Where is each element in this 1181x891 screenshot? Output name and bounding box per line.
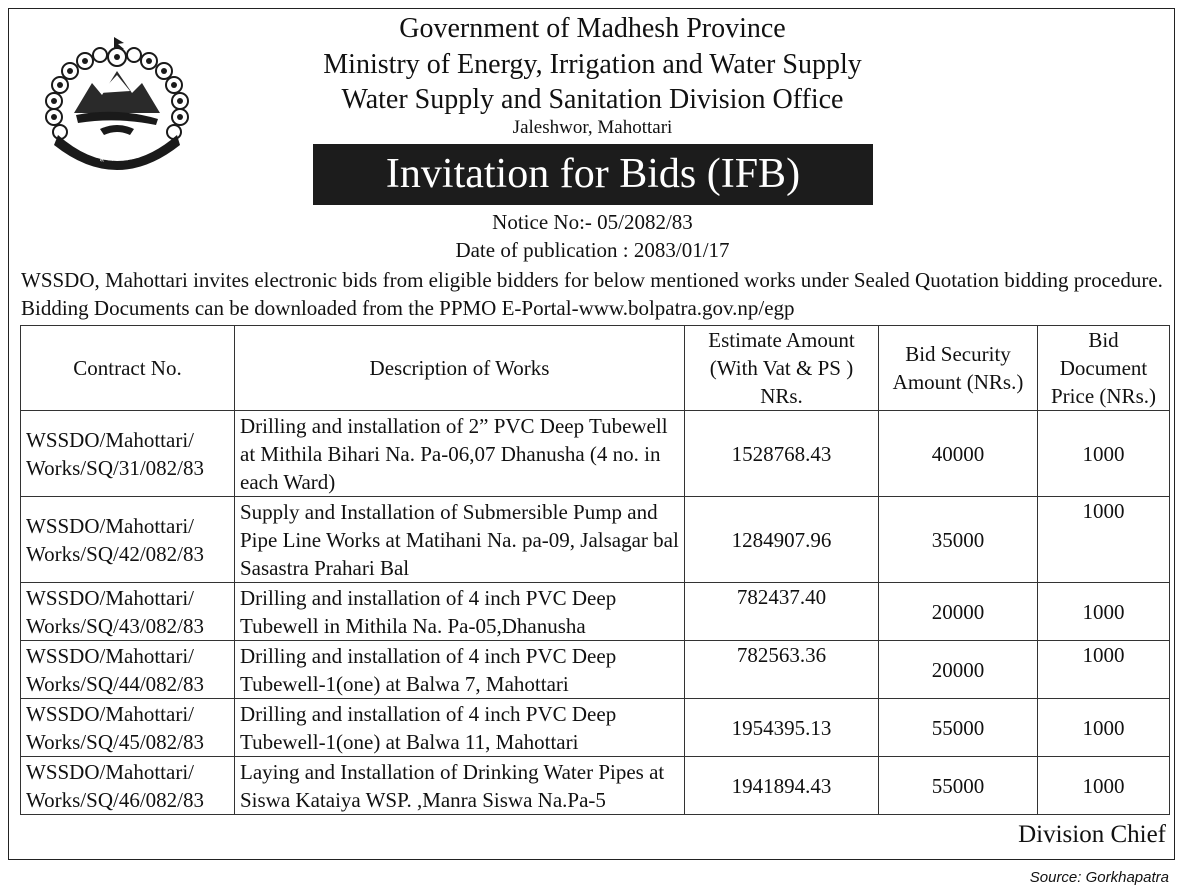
nepal-national-emblem-icon (40, 35, 195, 180)
header-bid-security: Bid Security Amount (NRs.) (879, 326, 1038, 411)
office-title: Water Supply and Sanitation Division Office (341, 84, 844, 115)
bid-document-price: 1000 (1038, 411, 1170, 497)
work-description: Supply and Installation of Submersible Pump and Pipe Line Works at Matihani Na. pa-09, Jalsagar bal Sasastra Prahari Bal (235, 497, 685, 583)
header-document-price: Bid Document Price (NRs.) (1038, 326, 1170, 411)
table-row (21, 411, 1170, 497)
table-row (21, 583, 1170, 641)
bid-security-amount: 35000 (879, 497, 1038, 583)
emblem-motto: जननी जन्मभूमिश्च स्वर्गादपि गरीयसी (67, 136, 168, 164)
contract-no: WSSDO/Mahottari/ Works/SQ/46/082/83 (21, 757, 235, 815)
estimate-amount: 782437.40 (685, 583, 879, 641)
bid-document-price: 1000 (1038, 757, 1170, 815)
contract-no: WSSDO/Mahottari/ Works/SQ/31/082/83 (21, 411, 235, 497)
table-row (21, 641, 1170, 699)
work-description: Drilling and installation of 4 inch PVC Deep Tubewell in Mithila Na. Pa-05,Dhanusha (235, 583, 685, 641)
office-location: Jaleshwor, Mahottari (512, 117, 673, 138)
bid-security-amount: 40000 (879, 411, 1038, 497)
bid-document-price: 1000 (1038, 641, 1170, 699)
estimate-amount: 1528768.43 (685, 411, 879, 497)
work-description: Drilling and installation of 4 inch PVC Deep Tubewell-1(one) at Balwa 11, Mahottari (235, 699, 685, 757)
work-description: Laying and Installation of Drinking Water Pipes at Siswa Kataiya WSP. ,Manra Siswa Na.Pa-5 (235, 757, 685, 815)
signature-division-chief: Division Chief (1018, 821, 1166, 848)
table-row (21, 699, 1170, 757)
contract-no: WSSDO/Mahottari/ Works/SQ/42/082/83 (21, 497, 235, 583)
contract-no: WSSDO/Mahottari/ Works/SQ/44/082/83 (21, 641, 235, 699)
bid-document-price: 1000 (1038, 497, 1170, 583)
bid-security-amount: 55000 (879, 699, 1038, 757)
table-row (21, 757, 1170, 815)
bid-security-amount: 20000 (879, 583, 1038, 641)
header-description: Description of Works (235, 326, 685, 411)
ministry-title: Ministry of Energy, Irrigation and Water Supply (323, 49, 862, 80)
bid-document-price: 1000 (1038, 699, 1170, 757)
contract-no: WSSDO/Mahottari/ Works/SQ/45/082/83 (21, 699, 235, 757)
table-row (21, 497, 1170, 583)
source-credit: Source: Gorkhapatra (1029, 869, 1169, 886)
ifb-title-banner: Invitation for Bids (IFB) (313, 144, 873, 205)
government-title: Government of Madhesh Province (399, 13, 786, 44)
estimate-amount: 1284907.96 (685, 497, 879, 583)
bid-document-price: 1000 (1038, 583, 1170, 641)
table-header-row (21, 326, 1170, 411)
work-description: Drilling and installation of 4 inch PVC Deep Tubewell-1(one) at Balwa 7, Mahottari (235, 641, 685, 699)
bid-security-amount: 55000 (879, 757, 1038, 815)
header-estimate-amount: Estimate Amount (With Vat & PS ) NRs. (685, 326, 879, 411)
bid-security-amount: 20000 (879, 641, 1038, 699)
estimate-amount: 1954395.13 (685, 699, 879, 757)
notice-number: Notice No:- 05/2082/83 (492, 210, 693, 234)
header-contract-no: Contract No. (21, 326, 235, 411)
contract-no: WSSDO/Mahottari/ Works/SQ/43/082/83 (21, 583, 235, 641)
estimate-amount: 1941894.43 (685, 757, 879, 815)
intro-paragraph: WSSDO, Mahottari invites electronic bids from eligible bidders for below mentioned works under Sealed Quotation bidding procedure. Bidding Documents can be downloaded from the PPMO E-Portal-www.bolpatra.gov.np/egp (21, 268, 1163, 320)
estimate-amount: 782563.36 (685, 641, 879, 699)
work-description: Drilling and installation of 2” PVC Deep Tubewell at Mithila Bihari Na. Pa-06,07 Dhanusha (4 no. in each Ward) (235, 411, 685, 497)
bid-table (20, 325, 1170, 815)
publication-date: Date of publication : 2083/01/17 (455, 238, 730, 262)
